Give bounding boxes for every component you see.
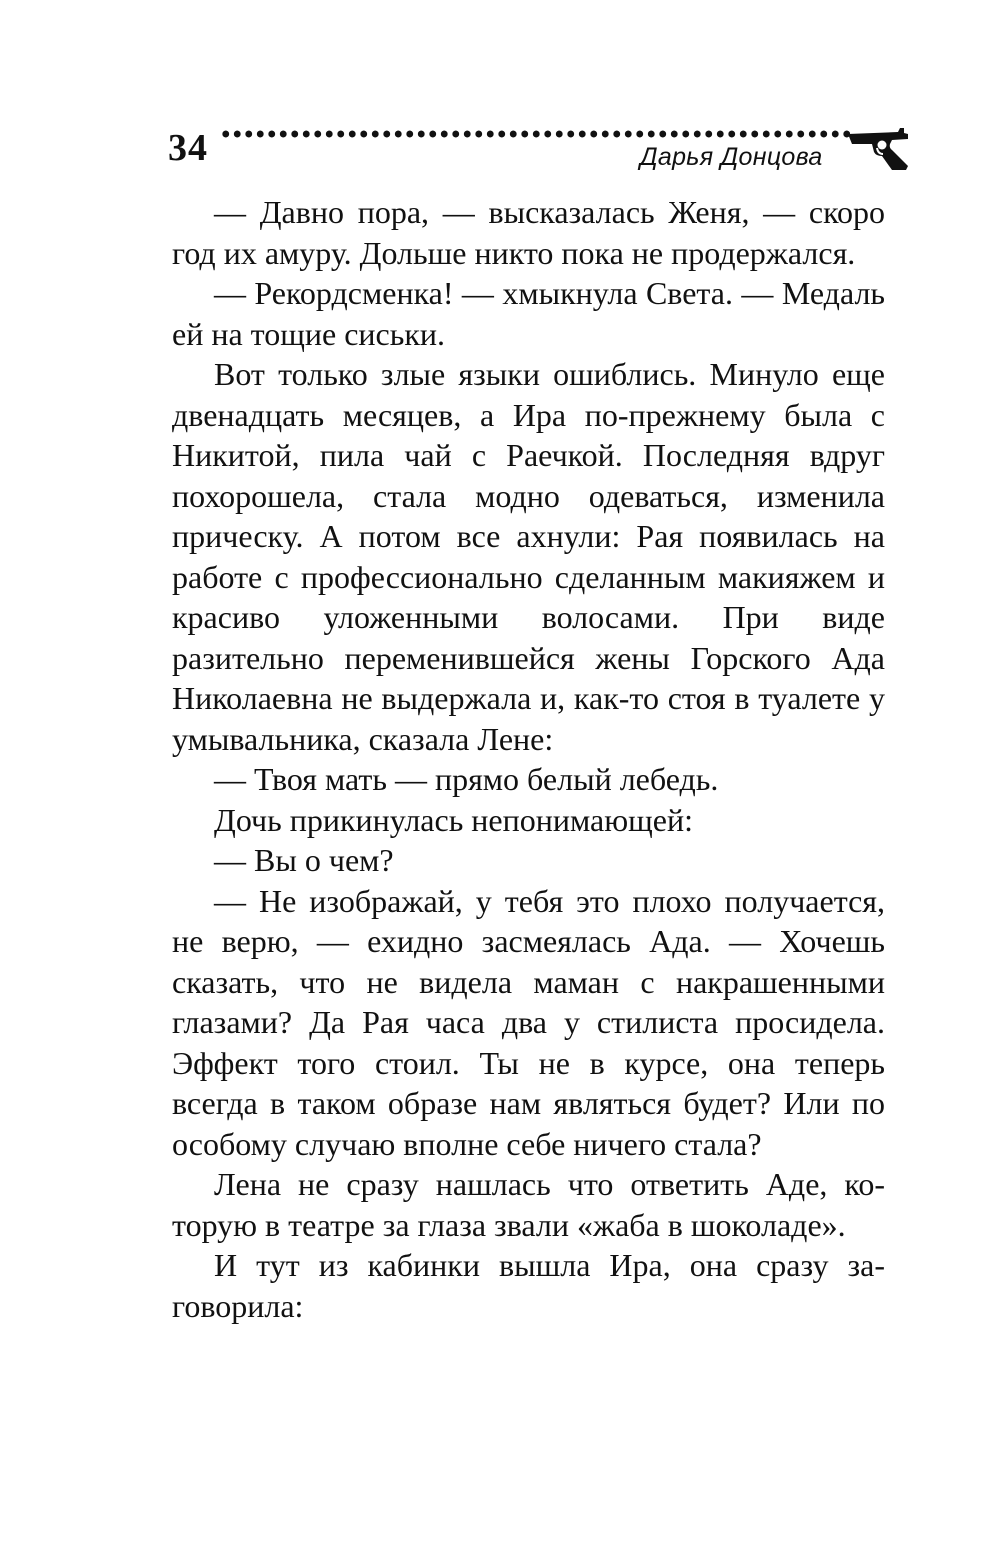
paragraph: Вот только злые языки ошиблись. Минуло еще двенадцать месяцев, а Ира по-прежнему была с Никитой, пила чай с Раечкой. Последняя вдруг похорошела, стала модно одеваться, изменила прическу. А потом все ахнули: Рая появилась на работе с профессионально сделанным макияжем и красиво уложенными волосами. При виде разительно переменившейся жены Горского Ада Николаевна не выдержала и, как-то стоя в туалете у умывальника, сказала Лене: bbox=[172, 356, 885, 757]
page-header bbox=[168, 118, 912, 198]
paragraph: — Не изображай, у тебя это плохо получается, не верю, — ехидно засмеялась Ада. — Хочешь сказать, что не видела маман с накрашенными глазами? Да Рая часа два у стилиста просидела. Эффект того стоил. Ты не в курсе, она теперь всегда в таком образе нам являться будет? Или по особому случаю вполне себе ничего стала? bbox=[172, 882, 885, 1162]
paragraph: — Вы о чем? bbox=[214, 842, 394, 878]
page-number: 34 bbox=[168, 127, 208, 169]
author-name: Дарья Донцова bbox=[640, 143, 823, 171]
paragraph: И тут из кабинки вышла Ира, она сразу заговорила: bbox=[172, 1247, 885, 1324]
revolver-icon bbox=[846, 124, 912, 170]
paragraph: — Давно пора, — высказалась Женя, — скоро год их амуру. Дольше никто пока не продержался. bbox=[172, 194, 885, 271]
paragraph: Лена не сразу нашлась что ответить Аде, которую в театре за глаза звали «жаба в шоколаде». bbox=[172, 1166, 885, 1243]
paragraph: Дочь прикинулась непонимающей: bbox=[214, 801, 693, 838]
paragraph: — Рекордсменка! — хмыкнула Света. — Медаль ей на тощие сиськи. bbox=[172, 275, 885, 352]
paragraph: — Твоя мать — прямо белый лебедь. bbox=[214, 761, 719, 797]
body-text bbox=[172, 192, 885, 1326]
dot-leader bbox=[220, 128, 850, 140]
